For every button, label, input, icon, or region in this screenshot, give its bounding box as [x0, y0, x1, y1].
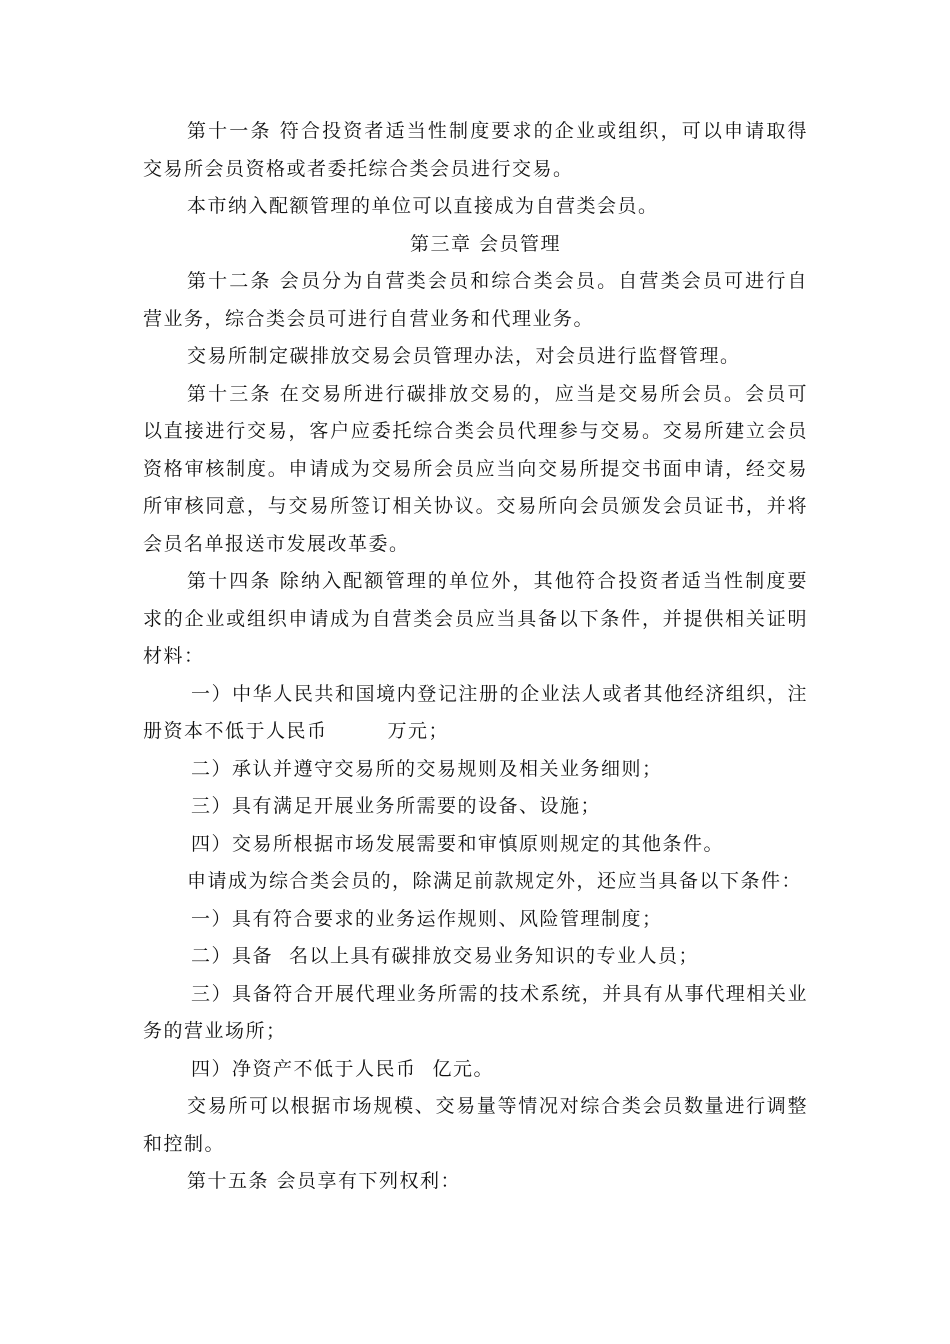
comprehensive-member-paragraph: 申请成为综合类会员的，除满足前款规定外，还应当具备以下条件：	[187, 870, 803, 892]
article-13-paragraph: 第十三条 在交易所进行碳排放交易的，应当是交易所会员。会员可以直接进行交易，客户应委托综合类会员代理参与交易。交易所建立会员资格审核制度。申请成为交易所会员应当向交易所提交书面申请，经交易所审核同意，与交易所签订相关协议。交易所向会员颁发会员证书，并将会员名单报送市发展改革委。	[143, 382, 808, 555]
condition-2-paragraph: 二）承认并遵守交易所的交易规则及相关业务细则；	[191, 757, 663, 780]
condition-4-paragraph: 四）交易所根据市场发展需要和审慎原则规定的其他条件。	[191, 832, 725, 855]
member-quantity-paragraph: 交易所可以根据市场规模、交易量等情况对综合类会员数量进行调整和控制。	[143, 1095, 808, 1155]
article-11-paragraph: 第十一条 符合投资者适当性制度要求的企业或组织，可以申请取得交易所会员资格或者委托综合类会员进行交易。	[143, 120, 808, 180]
condition-1-paragraph	[143, 676, 808, 751]
condition-1-text: 一）中华人民共和国境内登记注册的企业法人或者其他经济组织，注册资本不低于人民币	[143, 682, 808, 742]
comp-condition-4-paragraph	[143, 1051, 808, 1089]
article-14-paragraph: 第十四条 除纳入配额管理的单位外，其他符合投资者适当性制度要求的企业或组织申请成为自营类会员应当具备以下条件，并提供相关证明材料：	[143, 570, 808, 667]
comp-condition-2-paragraph	[143, 938, 808, 976]
comp-condition-4-text: 四）净资产不低于人民币	[191, 1057, 417, 1080]
comp-condition-3-paragraph: 三）具备符合开展代理业务所需的技术系统，并具有从事代理相关业务的营业场所；	[143, 982, 808, 1042]
comp-condition-1-paragraph: 一）具有符合要求的业务运作规则、风险管理制度；	[191, 907, 663, 930]
article-15-paragraph: 第十五条 会员享有下列权利：	[187, 1170, 462, 1192]
condition-3-paragraph: 三）具有满足开展业务所需要的设备、设施；	[191, 795, 602, 817]
quota-unit-paragraph: 本市纳入配额管理的单位可以直接成为自营类会员。	[187, 195, 659, 217]
article-12-paragraph: 第十二条 会员分为自营类会员和综合类会员。自营类会员可进行自营业务，综合类会员可进行自营业务和代理业务。	[143, 270, 808, 330]
document-page	[143, 113, 808, 1201]
chapter-3-heading: 第三章 会员管理	[409, 232, 562, 255]
comp-condition-2-rest: 名以上具有碳排放交易业务知识的专业人员；	[289, 945, 700, 967]
comp-condition-4-unit: 亿元。	[432, 1057, 495, 1080]
member-management-paragraph: 交易所制定碳排放交易会员管理办法，对会员进行监督管理。	[187, 345, 741, 367]
condition-1-unit: 万元；	[387, 720, 450, 742]
comp-condition-2-text: 二）具备	[191, 945, 274, 967]
